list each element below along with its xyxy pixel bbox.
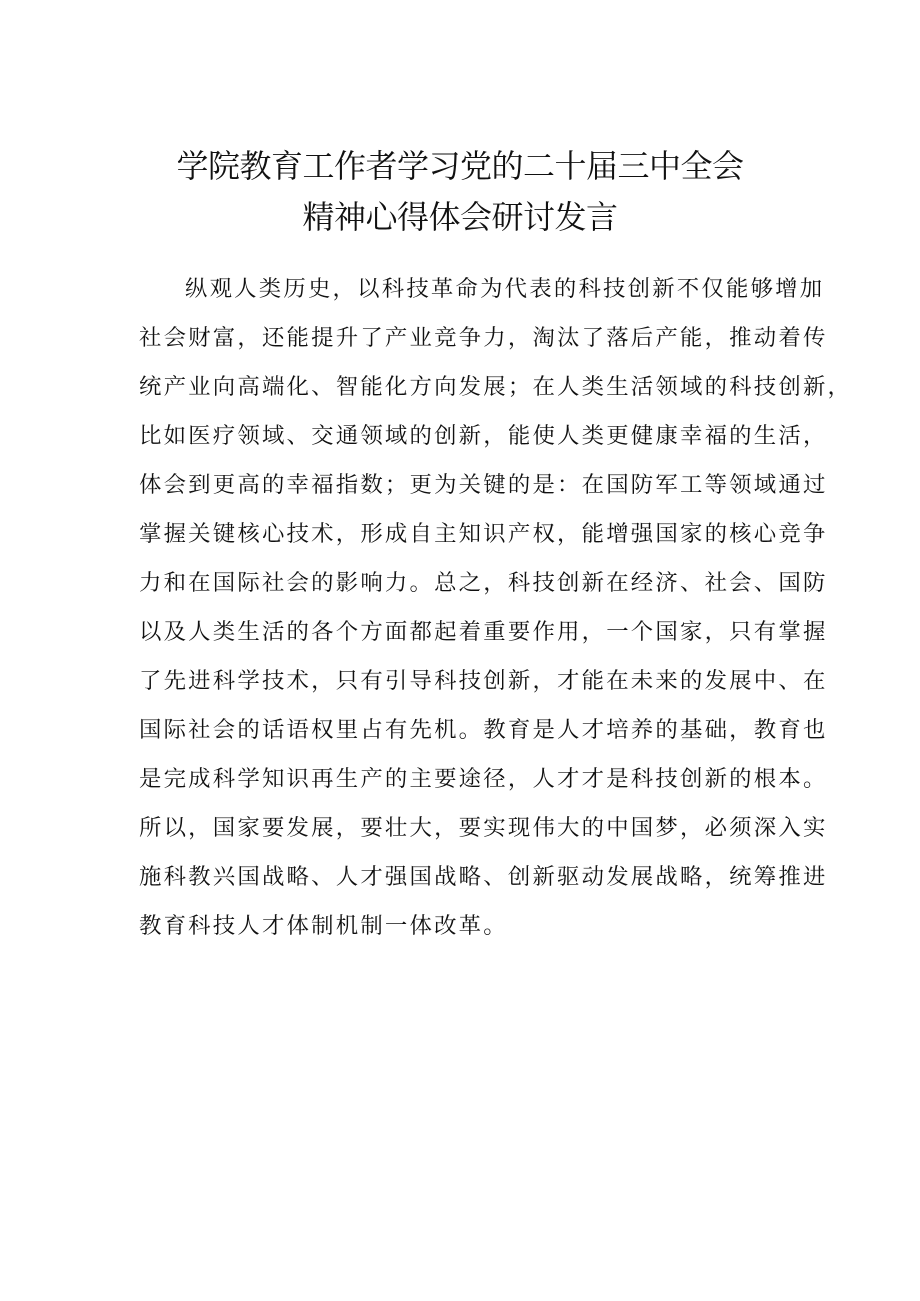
paragraph-line: 是完成科学知识再生产的主要途径，人才才是科技创新的根本。 (139, 766, 828, 792)
paragraph-line: 以及人类生活的各个方面都起着重要作用，一个国家，只有掌握 (139, 619, 828, 645)
paragraph-line: 了先进科学技术，只有引导科技创新，才能在未来的发展中、在 (139, 668, 828, 694)
paragraph-line: 纵观人类历史，以科技革命为代表的科技创新不仅能够增加 (185, 276, 825, 302)
paragraph-line: 国际社会的话语权里占有先机。教育是人才培养的基础，教育也 (139, 717, 828, 743)
paragraph-line: 所以，国家要发展，要壮大，要实现伟大的中国梦，必须深入实 (139, 815, 828, 841)
paragraph-line: 社会财富，还能提升了产业竞争力，淘汰了落后产能，推动着传 (139, 325, 828, 351)
paragraph-line: 教育科技人才体制机制一体改革。 (139, 913, 508, 939)
paragraph-line: 力和在国际社会的影响力。总之，科技创新在经济、社会、国防 (139, 570, 828, 596)
paragraph-line: 体会到更高的幸福指数；更为关键的是：在国防军工等领域通过 (139, 472, 828, 498)
paragraph-line: 统产业向高端化、智能化方向发展；在人类生活领域的科技创新， (139, 374, 853, 400)
paragraph-line: 掌握关键核心技术，形成自主知识产权，能增强国家的核心竞争 (139, 521, 828, 547)
document-title-line-2: 精神心得体会研讨发言 (302, 198, 618, 236)
paragraph-line: 施科教兴国战略、人才强国战略、创新驱动发展战略，统筹推进 (139, 864, 828, 890)
paragraph-line: 比如医疗领域、交通领域的创新，能使人类更健康幸福的生活， (139, 423, 828, 449)
document-title-line-1: 学院教育工作者学习党的二十届三中全会 (176, 147, 744, 185)
